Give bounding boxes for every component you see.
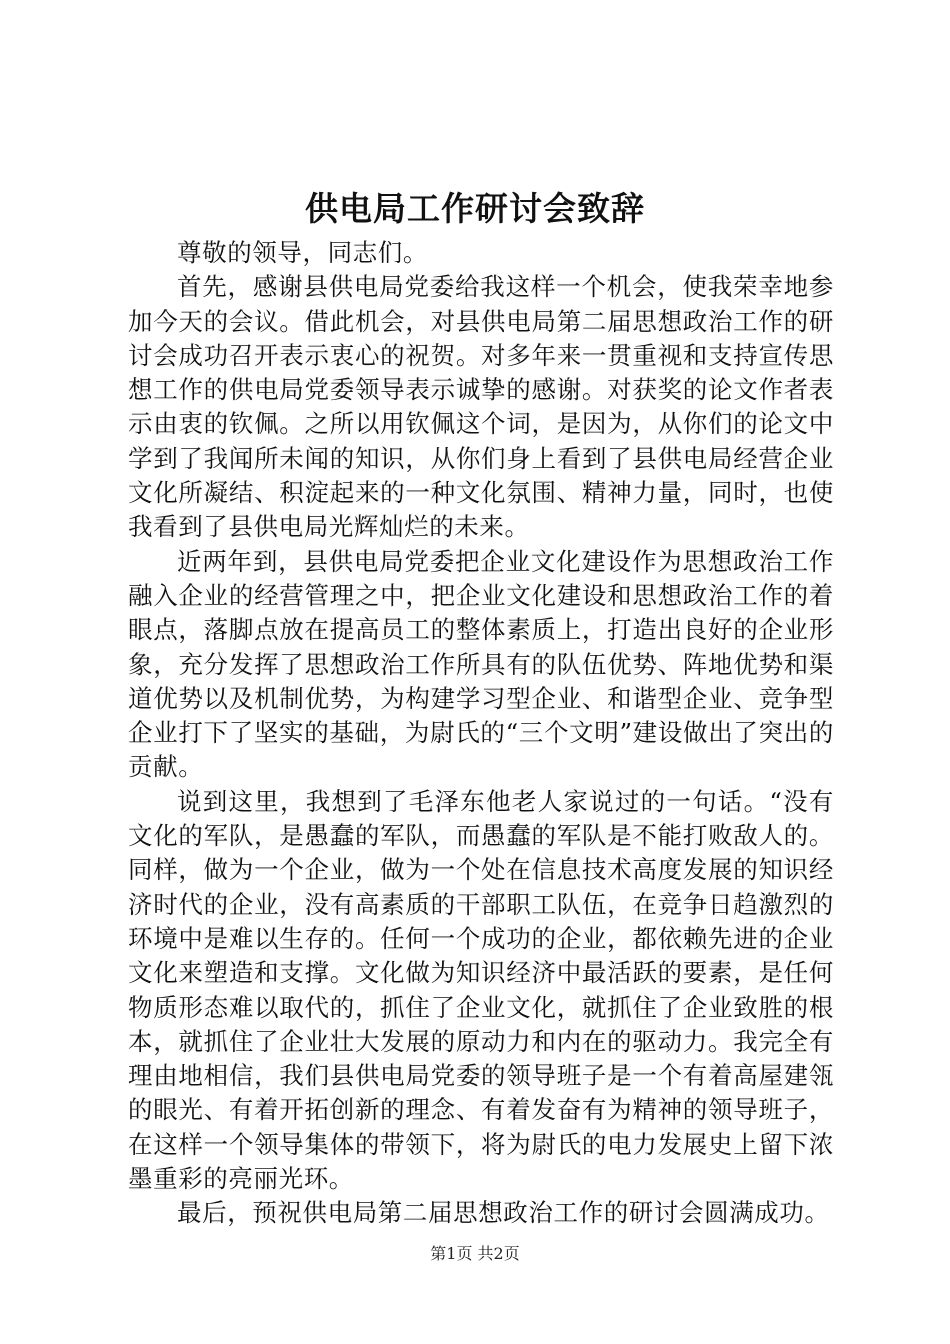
closing-paragraph: 最后，预祝供电局第二届思想政治工作的研讨会圆满成功。 xyxy=(177,1198,830,1228)
salutation-paragraph: 尊敬的领导，同志们。 xyxy=(177,238,428,267)
body-paragraph: 近两年到，县供电局党委把企业文化建设作为思想政治工作融入企业的经营管理之中，把企业文化建设和思想政治工作的着眼点，落脚点放在提高员工的整体素质上，打造出良好的企业形象，充分发挥了思想政治工作所具有的队伍优势、阵地优势和渠道优势以及机制优势，为构建学习型企业、和谐型企业、竞争型企业打下了坚实的基础，为尉氏的“三个文明”建设做出了突出的贡献。 xyxy=(128,546,834,782)
page-number: 第1页 共2页 xyxy=(430,1244,520,1263)
body-paragraph: 首先，感谢县供电局党委给我这样一个机会，使我荣幸地参加今天的会议。借此机会，对县供电局第二届思想政治工作的研讨会成功召开表示衷心的祝贺。对多年来一贯重视和支持宣传思想工作的供电局党委领导表示诚挚的感谢。对获奖的论文作者表示由衷的钦佩。之所以用钦佩这个词，是因为，从你们的论文中学到了我闻所未闻的知识，从你们身上看到了县供电局经营企业文化所凝结、积淀起来的一种文化氛围、精神力量，同时，也使我看到了县供电局光辉灿烂的未来。 xyxy=(128,272,834,542)
document-body xyxy=(128,236,834,1231)
body-paragraph: 说到这里，我想到了毛泽东他老人家说过的一句话。“没有文化的军队，是愚蠢的军队，而愚蠢的军队是不能打败敌人的。同样，做为一个企业，做为一个处在信息技术高度发展的知识经济时代的企业，没有高素质的干部职工队伍，在竞争日趋激烈的环境中是难以生存的。任何一个成功的企业，都依赖先进的企业文化来塑造和支撑。文化做为知识经济中最活跃的要素，是任何物质形态难以取代的，抓住了企业文化，就抓住了企业致胜的根本，就抓住了企业壮大发展的原动力和内在的驱动力。我完全有理由地相信，我们县供电局党委的领导班子是一个有着高屋建瓴的眼光、有着开拓创新的理念、有着发奋有为精神的领导班子，在这样一个领导集体的带领下，将为尉氏的电力发展史上留下浓墨重彩的亮丽光环。 xyxy=(128,786,834,1194)
document-title: 供电局工作研讨会致辞 xyxy=(305,189,645,228)
